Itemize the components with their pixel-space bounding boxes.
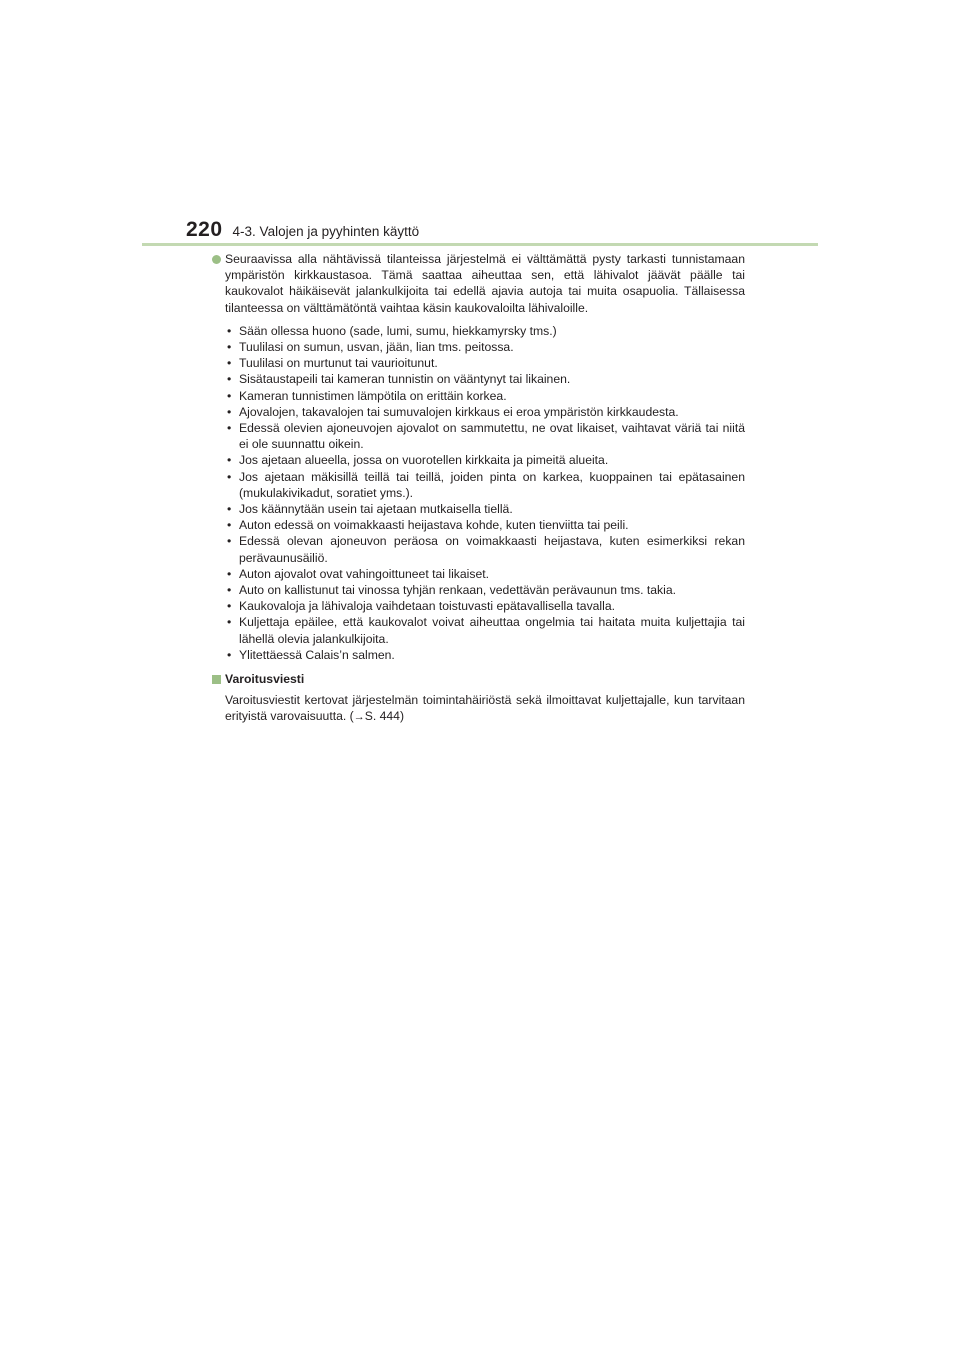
bullet-icon: • (227, 518, 232, 533)
list-item-text: Sisätaustapeili tai kameran tunnistin on vääntynyt tai likainen. (239, 372, 571, 387)
list-item-text: Kameran tunnistimen lämpötila on erittäin korkea. (239, 388, 507, 403)
bullet-icon: • (227, 583, 232, 598)
list-item-text: Tuulilasi on murtunut tai vaurioitunut. (239, 356, 438, 371)
page-content (212, 251, 745, 726)
warning-paragraph (212, 692, 745, 725)
list-item (225, 404, 745, 420)
list-item (225, 388, 745, 404)
conditions-list (212, 323, 745, 663)
bullet-icon: • (227, 404, 232, 419)
bullet-icon: • (227, 421, 232, 436)
list-item (225, 371, 745, 387)
bullet-icon: • (227, 599, 232, 614)
bullet-icon: • (227, 372, 232, 387)
list-item (225, 647, 745, 663)
list-item (225, 598, 745, 614)
bullet-icon: • (227, 356, 232, 371)
list-item-text: Jos ajetaan alueella, jossa on vuorotellen kirkkaita ja pimeitä alueita. (239, 453, 609, 468)
bullet-icon: • (227, 534, 232, 549)
list-item (225, 323, 745, 339)
list-item (225, 501, 745, 517)
header-divider (142, 243, 818, 246)
square-bullet-icon (212, 675, 221, 684)
list-item-text: Edessä olevan ajoneuvon peräosa on voimakkaasti heijastava, kuten esimerkiksi rekan perävaunusäiliö. (239, 534, 745, 565)
list-item-text: Kuljettaja epäilee, että kaukovalot voivat aiheuttaa ongelmia tai haitata muita kuljettajia tai lähellä olevia jalankulkijoita. (239, 615, 745, 646)
circle-bullet-icon (212, 255, 221, 264)
bullet-icon: • (227, 615, 232, 630)
list-item (225, 355, 745, 371)
bullet-icon: • (227, 453, 232, 468)
bullet-icon: • (227, 388, 232, 403)
list-item (225, 517, 745, 533)
list-item-text: Auton edessä on voimakkaasti heijastava kohde, kuten tienviitta tai peili. (239, 518, 629, 533)
list-item (225, 339, 745, 355)
list-item-text: Ajovalojen, takavalojen tai sumuvalojen kirkkaus ei eroa ympäristön kirkkaudesta. (239, 404, 679, 419)
warning-heading (212, 671, 745, 687)
list-item (225, 614, 745, 646)
list-item (225, 582, 745, 598)
warning-heading-text: Varoitusviesti (225, 672, 305, 687)
list-item-text: Jos ajetaan mäkisillä teillä tai teillä, joiden pinta on karkea, kuoppainen tai epätasainen (mukulakivikadut, soratiet yms.). (239, 469, 745, 500)
list-item-text: Sään ollessa huono (sade, lumi, sumu, hiekkamyrsky tms.) (239, 323, 557, 338)
list-item-text: Tuulilasi on sumun, usvan, jään, lian tms. peitossa. (239, 340, 514, 355)
list-item (225, 566, 745, 582)
bullet-icon: • (227, 647, 232, 662)
list-item (225, 533, 745, 565)
list-item (225, 452, 745, 468)
section-title: 4-3. Valojen ja pyyhinten käyttö (232, 224, 420, 239)
bullet-icon: • (227, 469, 232, 484)
list-item-text: Edessä olevien ajoneuvojen ajovalot on sammutettu, ne ovat likaiset, vaihtavat väriä tai niitä ei ole suunnattu oikein. (239, 421, 745, 452)
warning-text: Varoitusviestit kertovat järjestelmän toimintahäiriöstä sekä ilmoittavat kuljettajalle, kun tarvitaan erityistä varovaisuutta. ( (225, 693, 745, 724)
list-item-text: Ylitettäessä Calais’n salmen. (239, 647, 395, 662)
bullet-icon: • (227, 566, 232, 581)
list-item-text: Auton ajovalot ovat vahingoittuneet tai likaiset. (239, 566, 490, 581)
list-item-text: Auto on kallistunut tai vinossa tyhjän renkaan, vedettävän perävaunun tms. takia. (239, 583, 676, 598)
page-reference: S. 444) (364, 709, 404, 724)
list-item (225, 469, 745, 501)
list-item-text: Jos käännytään usein tai ajetaan mutkaisella tiellä. (239, 502, 513, 517)
page-number: 220 (186, 218, 223, 241)
bullet-icon: • (227, 340, 232, 355)
arrow-right-icon: → (353, 711, 365, 724)
intro-text: Seuraavissa alla nähtävissä tilanteissa järjestelmä ei välttämättä pysty tarkasti tunnistamaan ympäristön kirkkaustasoa. Tämä saattaa aiheuttaa sen, että lähivalot jäävät päälle tai kaukovalot häikäisevät jalankulkijoita tai edellä ajavia autoja tai muita osapuolia. Tällaisessa tilanteessa on välttämätöntä vaihtaa käsin kaukovaloilta lähivaloille. (225, 252, 745, 315)
bullet-icon: • (227, 502, 232, 517)
page-header (186, 218, 419, 242)
bullet-icon: • (227, 323, 232, 338)
list-item (225, 420, 745, 452)
intro-paragraph (212, 251, 745, 316)
list-item-text: Kaukovaloja ja lähivaloja vaihdetaan toistuvasti epätavallisella tavalla. (239, 599, 616, 614)
